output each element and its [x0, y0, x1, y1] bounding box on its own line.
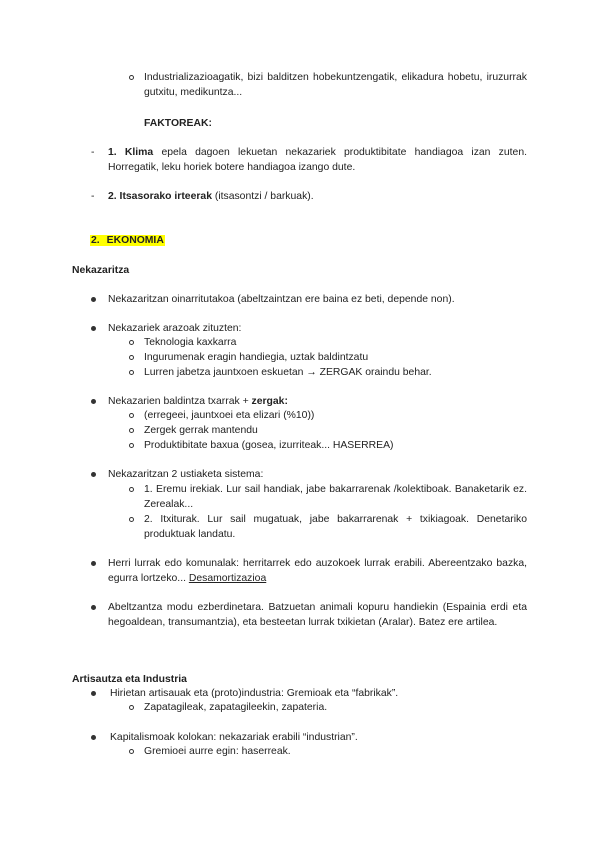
sub-bullet-icon — [129, 705, 134, 710]
sub-bullet-icon — [129, 428, 134, 433]
bullet-icon — [91, 472, 96, 477]
itsasoa-label: 2. Itsasorako irteerak — [108, 191, 212, 202]
bullet-icon — [91, 399, 96, 404]
klima-label: 1. Klima — [108, 147, 154, 158]
artisautza-item-2: Kapitalismoak kolokan: nekazariak erabili “industrian”. — [110, 732, 358, 743]
sub-bullet-icon — [129, 355, 134, 360]
bullet-icon — [91, 605, 96, 610]
sub-bullet-icon — [129, 340, 134, 345]
item4-sub-1: 1. Eremu irekiak. Lur sail handiak, jabe bakarrarenak /kolektiboak. Banaketarik ez. Zerealak... — [144, 484, 527, 510]
klima-text: epela dagoen lekuetan nekazariek produktibitate handiagoa izan zuten. Horregatik, leku horiek botere handiagoa izango dute. — [108, 147, 527, 173]
nekazaritza-item-2: Nekazariek arazoak zituzten: — [108, 323, 242, 334]
heading-artisautza: Artisautza eta Industria — [72, 674, 187, 685]
bullet-icon — [91, 735, 96, 740]
item3-text: Nekazarien baldintza txarrak + — [108, 396, 252, 407]
dash-marker: - — [91, 147, 95, 158]
sub-bullet-icon — [129, 487, 134, 492]
sub-bullet-icon — [129, 413, 134, 418]
section-title: EKONOMIA — [101, 235, 165, 246]
item3-sub-2: Zergek gerrak mantendu — [144, 425, 258, 436]
sub-bullet-icon — [129, 443, 134, 448]
sub-bullet-icon — [129, 749, 134, 754]
itsasoa-text: (itsasontzi / barkuak). — [214, 191, 314, 202]
item2-sub-3: Lurren jabetza jauntxoen eskuetan → ZERGAK oraindu behar. — [144, 367, 432, 378]
item2-sub-2: Ingurumenak eragin handiegia, uztak baldintzatu — [144, 352, 369, 363]
item3-sub-1: (erregeei, jauntxoei eta elizari (%10)) — [144, 410, 315, 421]
nekazaritza-item-5 — [108, 556, 527, 586]
item4-sub-2: 2. Itxiturak. Lur sail mugatuak, jabe bakarrarenak + txikiagoak. Denetariko produktuak landatu. — [144, 514, 527, 540]
artisautza-item-2-sub: Gremioei aurre egin: haserreak. — [144, 746, 291, 757]
dash-marker: - — [91, 191, 95, 202]
sub-bullet-icon — [129, 370, 134, 375]
nekazaritza-item-4: Nekazaritzan 2 ustiaketa sistema: — [108, 469, 264, 480]
item5-text: Herri lurrak edo komunalak: herritarrek edo auzokoek lurrak erabili. Abereentzako bazka, egurra lortzeko... — [108, 558, 527, 584]
item2-sub-1: Teknologia kaxkarra — [144, 337, 237, 348]
bullet-icon — [91, 561, 96, 566]
bullet-icon — [91, 297, 96, 302]
nekazaritza-item-1: Nekazaritzan oinarritutakoa (abeltzaintzan ere baina ez beti, depende non). — [108, 294, 455, 305]
faktoreak-heading: FAKTOREAK: — [144, 118, 212, 129]
sub-item-industrializazioa: Industrializazioagatik, bizi balditzen hobekuntzengatik, elikadura hobetu, iruzurrak gutxitu, medikuntza... — [144, 72, 527, 98]
sub-bullet-icon — [129, 75, 134, 80]
sub-bullet-icon — [129, 517, 134, 522]
artisautza-item-1-sub: Zapatagileak, zapatagileekin, zapateria. — [144, 702, 328, 713]
item3-bold: zergak: — [251, 396, 288, 407]
item3-sub-3: Produktibitate baxua (gosea, izurriteak... HASERREA) — [144, 440, 394, 451]
factor-klima — [108, 145, 527, 175]
bullet-icon — [91, 326, 96, 331]
heading-nekazaritza: Nekazaritza — [72, 265, 130, 276]
section-heading-ekonomia — [90, 233, 165, 248]
nekazaritza-item-6: Abeltzantza modu ezberdinetara. Batzuetan animali kopuru handiekin (Espainia erdi eta hegoaldean, transumantzia), eta besteetan lurrak txikietan (Aralar). Batez ere artilea. — [108, 602, 527, 628]
nekazaritza-item-3 — [108, 394, 288, 409]
section-number: 2. — [91, 235, 100, 246]
bullet-icon — [91, 691, 96, 696]
artisautza-item-1: Hirietan artisauak eta (proto)industria: Gremioak eta “fabrikak”. — [110, 688, 399, 699]
factor-itsasoa — [108, 189, 314, 204]
desamortizazioa-link[interactable]: Desamortizazioa — [188, 573, 267, 584]
